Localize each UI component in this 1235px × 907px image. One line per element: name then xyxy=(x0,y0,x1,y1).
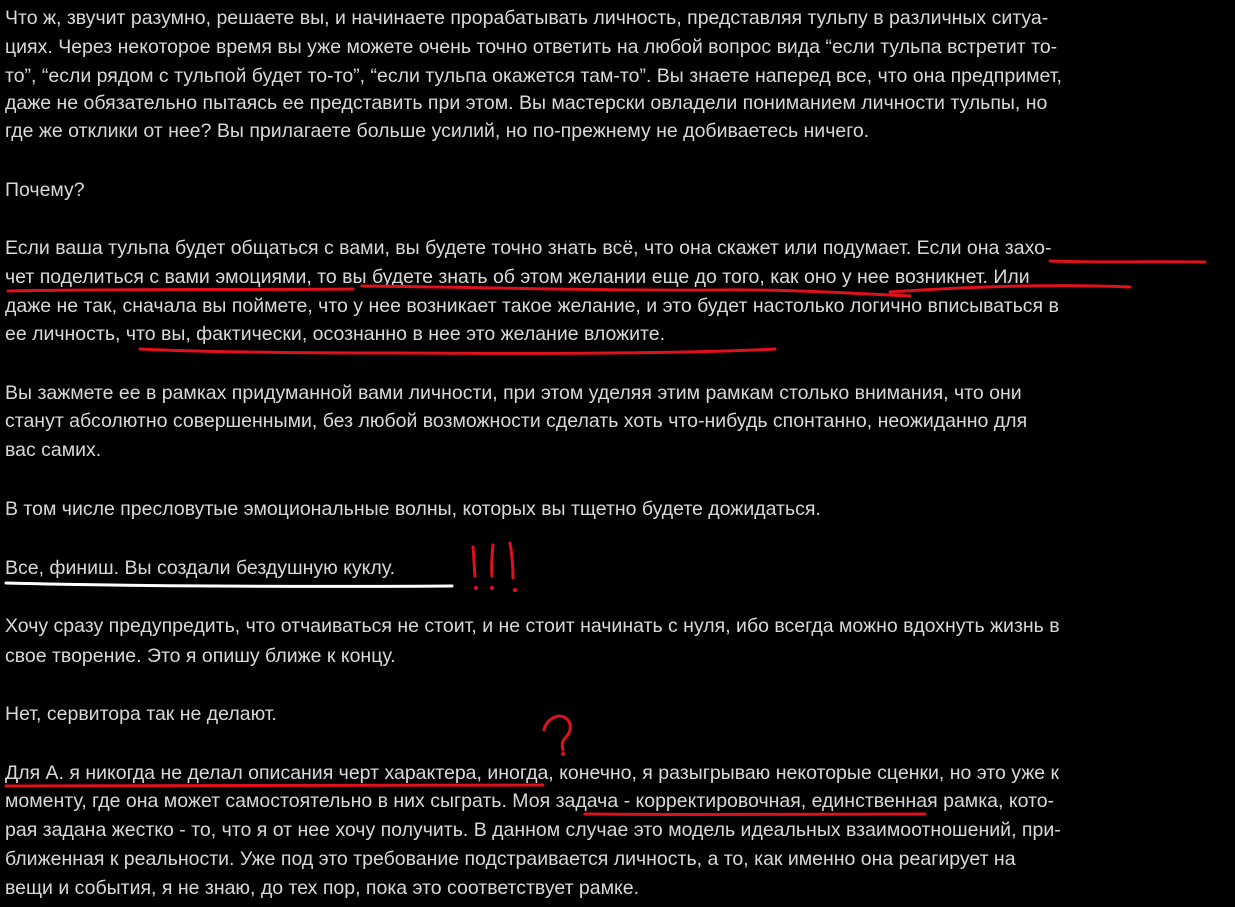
text-line: рая задана жестко - то, что я от нее хочу получить. В данном случае это модель идеальных взаимоотношений, при- xyxy=(5,819,1061,841)
question-dot xyxy=(561,752,565,756)
red-underline xyxy=(1050,261,1205,262)
text-line: то”, “если рядом с тульпой будет то-то”, “если тульпа окажется там-то”. Вы знаете наперед все, что она предпримет, xyxy=(5,65,1062,87)
red-underline xyxy=(140,349,775,353)
text-line: моменту, где она может самостоятельно в них сыграть. Моя задача - корректировочная, единственная рамка, кото- xyxy=(5,790,1055,812)
text-line: Для А. я никогда не делал описания черт характера, иногда, конечно, я разыгрываю некоторые сценки, но это уже к xyxy=(5,762,1060,784)
text-line: чет поделиться с вами эмоциями, то вы будете знать об этом желании еще до того, как оно у нее возникнет. Или xyxy=(5,266,1030,288)
text-line: свое творение. Это я опишу ближе к концу. xyxy=(5,645,396,667)
text-line: вещи и события, я не знаю, до тех пор, пока это соответствует рамке. xyxy=(5,877,640,899)
exclamation-mark-icon xyxy=(492,545,493,576)
text-line: Все, финиш. Вы создали бездушную куклу. xyxy=(5,557,396,579)
text-line: даже не так, сначала вы поймете, что у нее возникает такое желание, и это будет настолько логично вписываться в xyxy=(5,295,1059,317)
text-line: Если ваша тульпа будет общаться с вами, вы будете точно знать всё, что она скажет или подумает. Если она захо- xyxy=(5,237,1052,259)
text-line: ее личность, что вы, фактически, осознанно в нее это желание вложите. xyxy=(5,323,666,345)
text-line: Хочу сразу предупредить, что отчаиваться не стоит, и не стоит начинать с нуля, ибо всегда можно вдохнуть жизнь в xyxy=(5,615,1060,637)
text-line: Что ж, звучит разумно, решаете вы, и начинаете прорабатывать личность, представляя тульпу в различных ситуа- xyxy=(5,7,1049,29)
exclamation-dot xyxy=(490,586,494,590)
exclamation-mark-icon xyxy=(473,547,475,576)
white-underline xyxy=(6,583,452,586)
text-line: вас самих. xyxy=(5,439,102,461)
text-line: Почему? xyxy=(5,179,85,201)
exclamation-dot xyxy=(513,588,517,592)
question-mark-icon xyxy=(544,716,570,750)
exclamation-dot xyxy=(474,586,478,590)
text-line: ближенная к реальности. Уже под это требование подстраивается личность, а то, как именно она реагирует на xyxy=(5,848,1016,870)
text-line: циях. Через некоторое время вы уже можете очень точно ответить на любой вопрос вида “если тульпа встретит то- xyxy=(5,36,1058,58)
text-line: Нет, сервитора так не делают. xyxy=(5,703,277,725)
text-line: где же отклики от нее? Вы прилагаете больше усилий, но по-прежнему не добиваетесь ничего. xyxy=(5,120,870,142)
text-line: Вы зажмете ее в рамках придуманной вами личности, при этом уделяя этим рамкам столько внимания, что они xyxy=(5,382,1022,404)
text-line: станут абсолютно совершенными, без любой возможности сделать хоть что-нибудь спонтанно, неожиданно для xyxy=(5,410,1028,432)
exclamation-mark-icon xyxy=(510,543,513,578)
text-line: даже не обязательно пытаясь ее представить при этом. Вы мастерски овладели пониманием личности тульпы, но xyxy=(5,92,1048,114)
text-line: В том числе пресловутые эмоциональные волны, которых вы тщетно будете дожидаться. xyxy=(5,498,821,520)
